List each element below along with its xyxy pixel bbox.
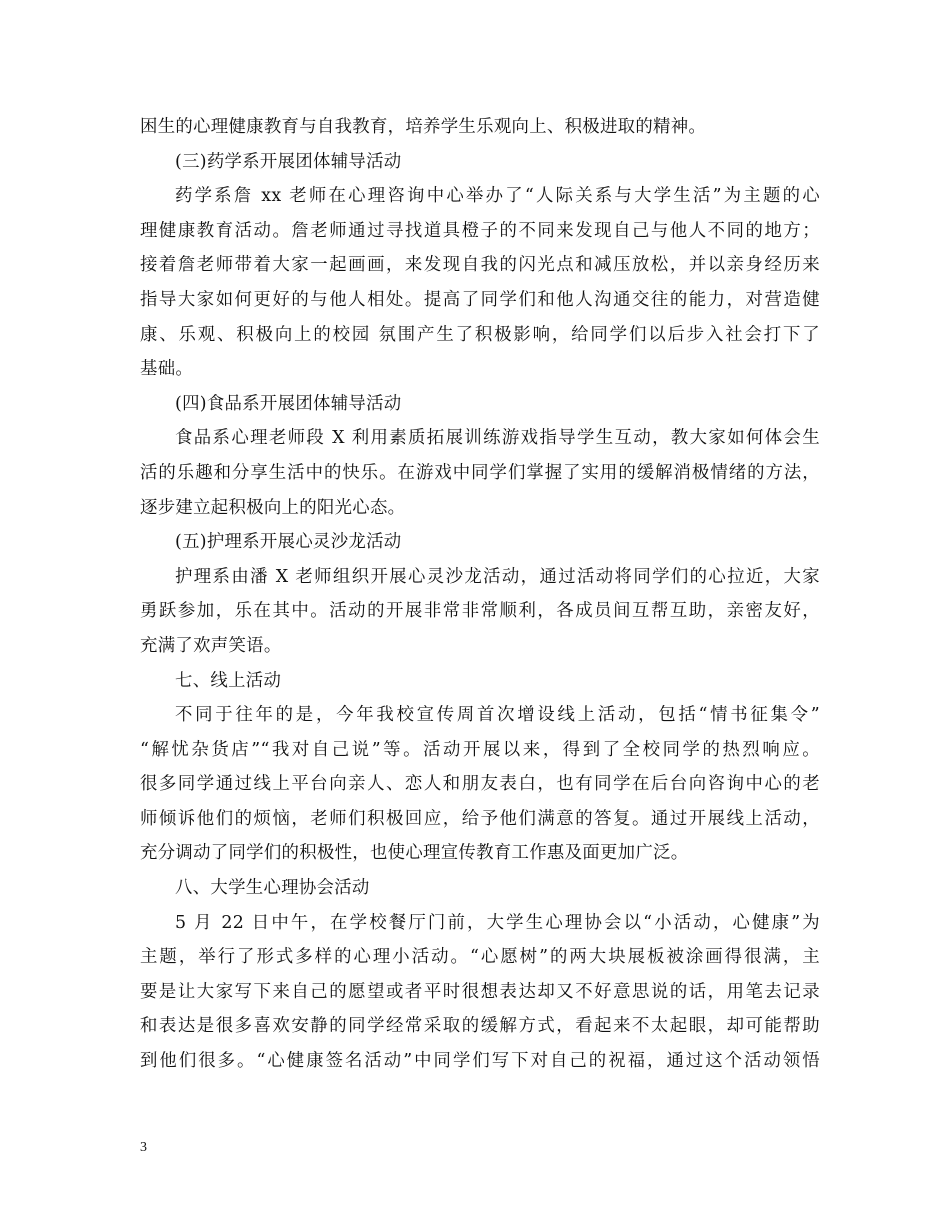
paragraph-line: 师倾诉他们的烦恼，老师们积极回应，给予他们满意的答复。通过开展线上活动， <box>140 808 820 829</box>
paragraph-line: 接着詹老师带着大家一起画画，来发现自我的闪光点和减压放松，并以亲身经历来 <box>140 255 820 276</box>
paragraph-line: 充分调动了同学们的积极性，也使心理宣传教育工作惠及面更加广泛。 <box>140 843 689 864</box>
paragraph-line: 和表达是很多喜欢安静的同学经常采取的缓解方式，看起来不太起眼，却可能帮助 <box>140 1016 820 1037</box>
paragraph-line: 勇跃参加，乐在其中。活动的开展非常非常顺利，各成员间互帮互助，亲密友好， <box>140 601 820 622</box>
paragraph-line: 康、乐观、积极向上的校园 氛围产生了积极影响，给同学们以后步入社会打下了 <box>140 324 820 345</box>
paragraph-line: 要是让大家写下来自己的愿望或者平时很想表达却又不好意思说的话，用笔去记录 <box>140 981 820 1002</box>
paragraph-line: 困生的心理健康教育与自我教育，培养学生乐观向上、积极进取的精神。 <box>140 117 707 137</box>
paragraph-line: 理健康教育活动。詹老师通过寻找道具橙子的不同来发现自己与他人不同的地方； <box>140 220 820 241</box>
paragraph-line: 主题，举行了形式多样的心理小活动。“心愿树”的两大块展板被涂画得很满，主 <box>140 947 820 968</box>
paragraph-line: 护理系由潘 X 老师组织开展心灵沙龙活动，通过活动将同学们的心拉近，大家 <box>175 566 820 587</box>
paragraph-line: 5 月 22 日中午，在学校餐厅门前，大学生心理协会以“小活动，心健康”为 <box>175 912 820 933</box>
paragraph-line: 活的乐趣和分享生活中的快乐。在游戏中同学们掌握了实用的缓解消极情绪的方法， <box>140 462 820 483</box>
paragraph-line: 药学系詹 xx 老师在心理咨询中心举办了“人际关系与大学生活”为主题的心 <box>175 186 820 207</box>
paragraph-line: 指导大家如何更好的与他人相处。提高了同学们和他人沟通交往的能力，对营造健 <box>140 289 820 310</box>
section-heading: (三)药学系开展团体辅导活动 <box>175 151 402 172</box>
paragraph-line: 到他们很多。“心健康签名活动”中同学们写下对自己的祝福，通过这个活动领悟 <box>140 1051 820 1072</box>
section-heading: 七、线上活动 <box>175 670 282 691</box>
paragraph-line: 食品系心理老师段 X 利用素质拓展训练游戏指导学生互动，教大家如何体会生 <box>175 428 820 449</box>
section-heading: 八、大学生心理协会活动 <box>175 878 370 899</box>
paragraph-line: 基础。 <box>140 359 194 380</box>
section-heading: (四)食品系开展团体辅导活动 <box>175 393 402 414</box>
page-number: 3 <box>140 1140 147 1155</box>
paragraph-line: 不同于往年的是，今年我校宣传周首次增设线上活动，包括“情书征集令” <box>175 705 820 726</box>
paragraph-line: 充满了欢声笑语。 <box>140 635 282 656</box>
body-text <box>140 110 820 1079</box>
paragraph-line: 很多同学通过线上平台向亲人、恋人和朋友表白，也有同学在后台向咨询中心的老 <box>140 774 820 795</box>
paragraph-line: 逐步建立起积极向上的阳光心态。 <box>140 497 406 518</box>
paragraph-line: “解忧杂货店”“我对自己说”等。活动开展以来，得到了全校同学的热烈响应。 <box>140 739 820 760</box>
section-heading: (五)护理系开展心灵沙龙活动 <box>175 532 402 553</box>
